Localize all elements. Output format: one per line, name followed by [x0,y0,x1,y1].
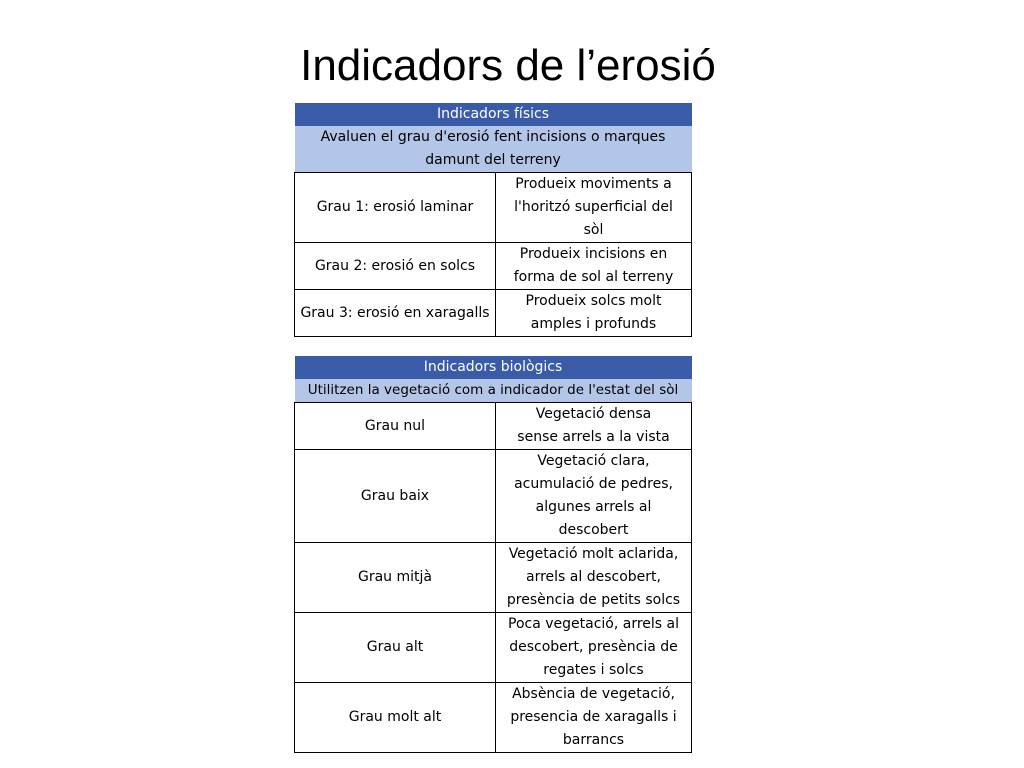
grade-cell: Grau mitjà [295,543,496,613]
grade-cell: Grau nul [295,403,496,450]
effect-cell: Produeix incisions en forma de sol al terreny [496,243,692,290]
biological-header: Indicadors biològics [295,356,692,379]
effect-cell: Vegetació densa sense arrels a la vista [496,403,692,450]
effect-cell: Vegetació clara, acumulació de pedres, algunes arrels al descobert [496,450,692,543]
grade-cell: Grau 1: erosió laminar [295,173,496,243]
physical-indicators-table [294,103,692,337]
grade-cell: Grau alt [295,613,496,683]
effect-cell: Produeix solcs molt amples i profunds [496,290,692,337]
grade-cell: Grau baix [295,450,496,543]
table-row [295,403,692,450]
effect-cell: Poca vegetació, arrels al descobert, presència de regates i solcs [496,613,692,683]
physical-header-row [295,103,692,126]
physical-description: Avaluen el grau d'erosió fent incisions o marques damunt del terreny [295,126,692,173]
table-row [295,683,692,753]
grade-cell: Grau 3: erosió en xaragalls [295,290,496,337]
table-row [295,613,692,683]
table-row [295,173,692,243]
slide-title: Indicadors de l’erosió [300,41,716,90]
biological-description: Utilitzen la vegetació com a indicador de l'estat del sòl [295,379,692,403]
biological-indicators-table [294,356,692,753]
effect-cell: Vegetació molt aclarida, arrels al descobert, presència de petits solcs [496,543,692,613]
physical-description-row [295,126,692,173]
physical-header: Indicadors físics [295,103,692,126]
effect-cell: Absència de vegetació, presencia de xaragalls i barrancs [496,683,692,753]
biological-header-row [295,356,692,379]
table-row [295,290,692,337]
grade-cell: Grau 2: erosió en solcs [295,243,496,290]
table-row [295,543,692,613]
grade-cell: Grau molt alt [295,683,496,753]
table-row [295,243,692,290]
effect-cell: Produeix moviments a l'horitzó superficial del sòl [496,173,692,243]
table-row [295,450,692,543]
biological-description-row [295,379,692,403]
